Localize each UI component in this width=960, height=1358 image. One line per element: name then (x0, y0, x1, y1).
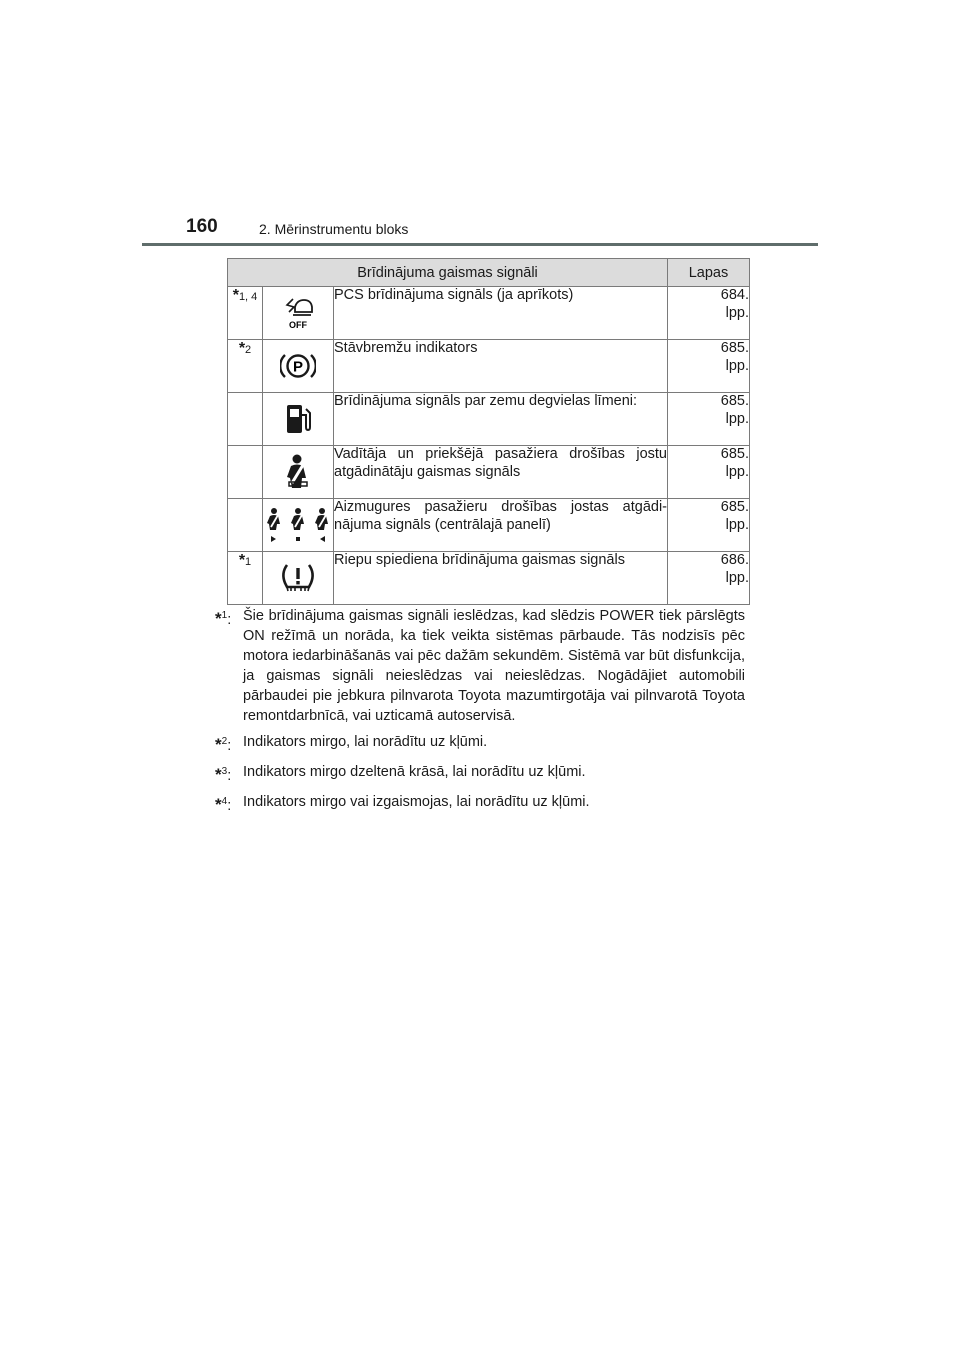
page-unit: lpp. (725, 304, 749, 321)
page-unit: lpp. (725, 357, 749, 374)
page-unit: lpp. (725, 569, 749, 586)
footnote (215, 762, 745, 786)
column-header-signals: Brīdinājuma gaismas signāli (228, 259, 668, 287)
page-unit: lpp. (725, 410, 749, 427)
row-note (228, 287, 263, 340)
asterisk: * (215, 794, 222, 814)
page-number-ref: 685. (720, 499, 749, 515)
footnote-number: 4 (221, 795, 228, 807)
warning-lights-table (227, 258, 750, 605)
row-icon-cell (263, 340, 334, 393)
row-description: Riepu spiediena brīdinājuma gaismas signāls (334, 552, 668, 605)
footnote-mark: *$^3$: (215, 764, 232, 784)
page-unit: lpp. (725, 516, 749, 533)
tire-pressure-icon (279, 561, 317, 595)
row-note (228, 340, 263, 393)
footnote-mark: *$^2$: (215, 734, 232, 754)
footnote-number: 3 (221, 765, 228, 777)
row-page (668, 552, 750, 605)
footnote-text: Indikators mirgo dzeltenā krāsā, lai norādītu uz kļūmi. (243, 763, 586, 780)
row-icon-cell (263, 393, 334, 446)
table-row (228, 393, 750, 446)
rear-seatbelts-icon (263, 506, 333, 544)
footnote-text: Indikators mirgo vai izgaismojas, lai norādītu uz kļūmi. (243, 793, 590, 810)
footnote (215, 606, 745, 726)
section-title: 2. Mērinstrumentu bloks (259, 221, 409, 237)
table-row (228, 499, 750, 552)
row-note (228, 446, 263, 499)
asterisk: * (232, 287, 239, 304)
note-refs: 1, 4 (238, 291, 258, 303)
svg-text:OFF: OFF (289, 320, 307, 330)
row-description: Brīdinājuma signāls par zemu degvielas līmeni: (334, 393, 668, 446)
page-number-ref: 685. (720, 393, 749, 409)
footnote-mark: *$^1$: (215, 608, 232, 628)
table-row (228, 446, 750, 499)
footnote-mark: *$^4$: (215, 794, 232, 814)
table-row (228, 287, 750, 340)
seatbelt-icon (283, 453, 313, 491)
row-page (668, 287, 750, 340)
row-description: Vadītāja un priekšējā pasažiera drošības jostu atgādinātāju gaismas signāls (334, 446, 668, 499)
page-number-ref: 685. (720, 340, 749, 356)
page-number-ref: 685. (720, 446, 749, 462)
fuel-pump-icon (285, 402, 311, 436)
row-description: PCS brīdinājuma signāls (ja aprīkots) (334, 287, 668, 340)
footnote (215, 792, 745, 816)
footnote-text: Šie brīdinājuma gaismas signāli ieslēdzas, kad slēdzis POWER tiek pārslēgts ON režīmā un norāda, ka tiek veikta sistēmas pārbaude. Tās nodzisīs pēc motora iedarbināšanās vai pēc dažām sekundēm. Sistēmā var būt disfunkcija, ja gaismas signāli neieslēdzas vai neieslēdzas. Nogādājiet automobili pārbaudei pie jebkura pilnvarota Toyota mazumtirgotāja vai pilnvarotā Toyota remontdarbnīcā, vai uzticamā autoservisā. (243, 608, 745, 724)
row-icon-cell (263, 446, 334, 499)
table-header-row (228, 259, 750, 287)
page-number: 160 (186, 216, 218, 237)
page-number-ref: 684. (720, 287, 749, 303)
row-page (668, 393, 750, 446)
row-note (228, 499, 263, 552)
parking-brake-icon (280, 349, 316, 383)
row-page (668, 446, 750, 499)
footnote (215, 732, 745, 756)
header-rule (142, 243, 818, 246)
svg-text:P: P (292, 358, 304, 376)
page-number-ref: 686. (720, 552, 749, 568)
note-refs: 2 (245, 344, 252, 356)
row-description: Stāvbremžu indikators (334, 340, 668, 393)
row-description: Aizmugures pasažieru drošības jostas atgādi-nājuma signāls (centrālajā panelī) (334, 499, 668, 552)
asterisk: * (238, 552, 246, 569)
note-refs: 1 (245, 556, 252, 568)
table-row (228, 340, 750, 393)
asterisk: * (215, 608, 222, 628)
asterisk: * (238, 340, 246, 357)
row-icon-cell (263, 552, 334, 605)
row-icon-cell (263, 287, 334, 340)
page-unit: lpp. (725, 463, 749, 480)
footnote-number: 1 (221, 610, 228, 621)
row-icon-cell (263, 499, 334, 552)
footnote-text: Indikators mirgo, lai norādītu uz kļūmi. (243, 734, 488, 750)
row-note (228, 552, 263, 605)
table-row (228, 552, 750, 605)
footnotes (215, 606, 745, 821)
asterisk: * (215, 734, 222, 754)
footnote-number: 2 (221, 736, 228, 747)
row-page (668, 499, 750, 552)
asterisk: * (215, 764, 222, 784)
row-note (228, 393, 263, 446)
column-header-pages: Lapas (668, 259, 750, 287)
row-page (668, 340, 750, 393)
pcs-warning-off-icon (281, 295, 315, 331)
